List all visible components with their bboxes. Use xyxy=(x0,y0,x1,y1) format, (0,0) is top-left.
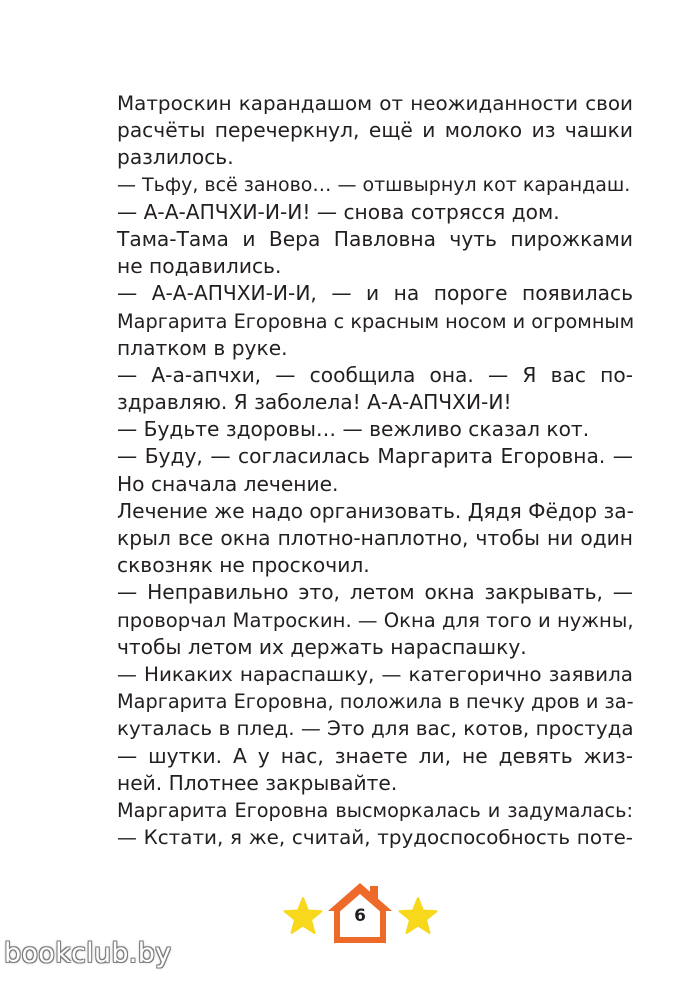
text-line: Маргарита Егоровна высморкалась и задумалась: xyxy=(117,798,633,822)
text-line: — А-А-АПЧХИ-И-И, — и на пороге появилась xyxy=(117,281,633,306)
house-icon xyxy=(325,880,395,944)
text-line: сквозняк не проскочил. xyxy=(117,553,370,578)
left-star-icon xyxy=(283,896,323,936)
text-line: здравляю. Я заболела! А-А-АПЧХИ-И! xyxy=(117,390,512,415)
text-line: крыл все окна плотно-наплотно, чтобы ни один xyxy=(117,526,633,550)
text-line: ней. Плотнее закрывайте. xyxy=(117,770,398,795)
page-text xyxy=(117,90,633,851)
text-line: Матроскин карандашом от неожиданности свои xyxy=(117,92,633,115)
text-line: — Неправильно это, летом окна закрывать, — xyxy=(117,580,633,605)
text-line: — Будьте здоровы… — вежливо сказал кот. xyxy=(117,417,590,442)
text-line: проворчал Матроскин. — Окна для того и нужны, xyxy=(117,608,634,632)
text-line: чтобы летом их держать нараспашку. xyxy=(117,634,527,659)
text-line: — А-а-апчхи, — сообщила она. — Я вас по- xyxy=(117,362,633,387)
text-line: разлилось. xyxy=(117,145,234,170)
text-line: Лечение же надо организовать. Дядя Фёдор за- xyxy=(117,498,634,523)
text-line: Но сначала лечение. xyxy=(117,471,339,496)
watermark: bookclub.by xyxy=(4,938,172,969)
text-line: Маргарита Егоровна с красным носом и огромным xyxy=(117,309,635,333)
text-line: — Никаких нараспашку, — категорично заявила xyxy=(117,662,633,686)
text-line: расчёты перечеркнул, ещё и молоко из чашки xyxy=(117,118,633,143)
text-line: — Тьфу, всё заново… — отшвырнул кот карандаш. xyxy=(117,173,631,196)
text-line: куталась в плед. — Это для вас, котов, простуда xyxy=(117,717,634,741)
page-number: 6 xyxy=(354,906,366,926)
text-line: — Кстати, я же, считай, трудоспособность поте- xyxy=(117,826,633,850)
text-line: платком в руке. xyxy=(117,335,288,360)
page-footer xyxy=(0,880,700,944)
text-line: — шутки. А у нас, знаете ли, не девять жиз- xyxy=(117,743,633,768)
text-line: Маргарита Егоровна, положила в печку дров и за- xyxy=(117,690,634,714)
right-star-icon xyxy=(398,896,438,936)
text-line: не подавились. xyxy=(117,254,282,279)
text-line: — А-А-АПЧХИ-И-И! — снова сотрясся дом. xyxy=(117,199,560,224)
text-line: Тама-Тама и Вера Павловна чуть пирожками xyxy=(117,226,633,251)
text-line: — Буду, — согласилась Маргарита Егоровна. — xyxy=(117,444,633,469)
